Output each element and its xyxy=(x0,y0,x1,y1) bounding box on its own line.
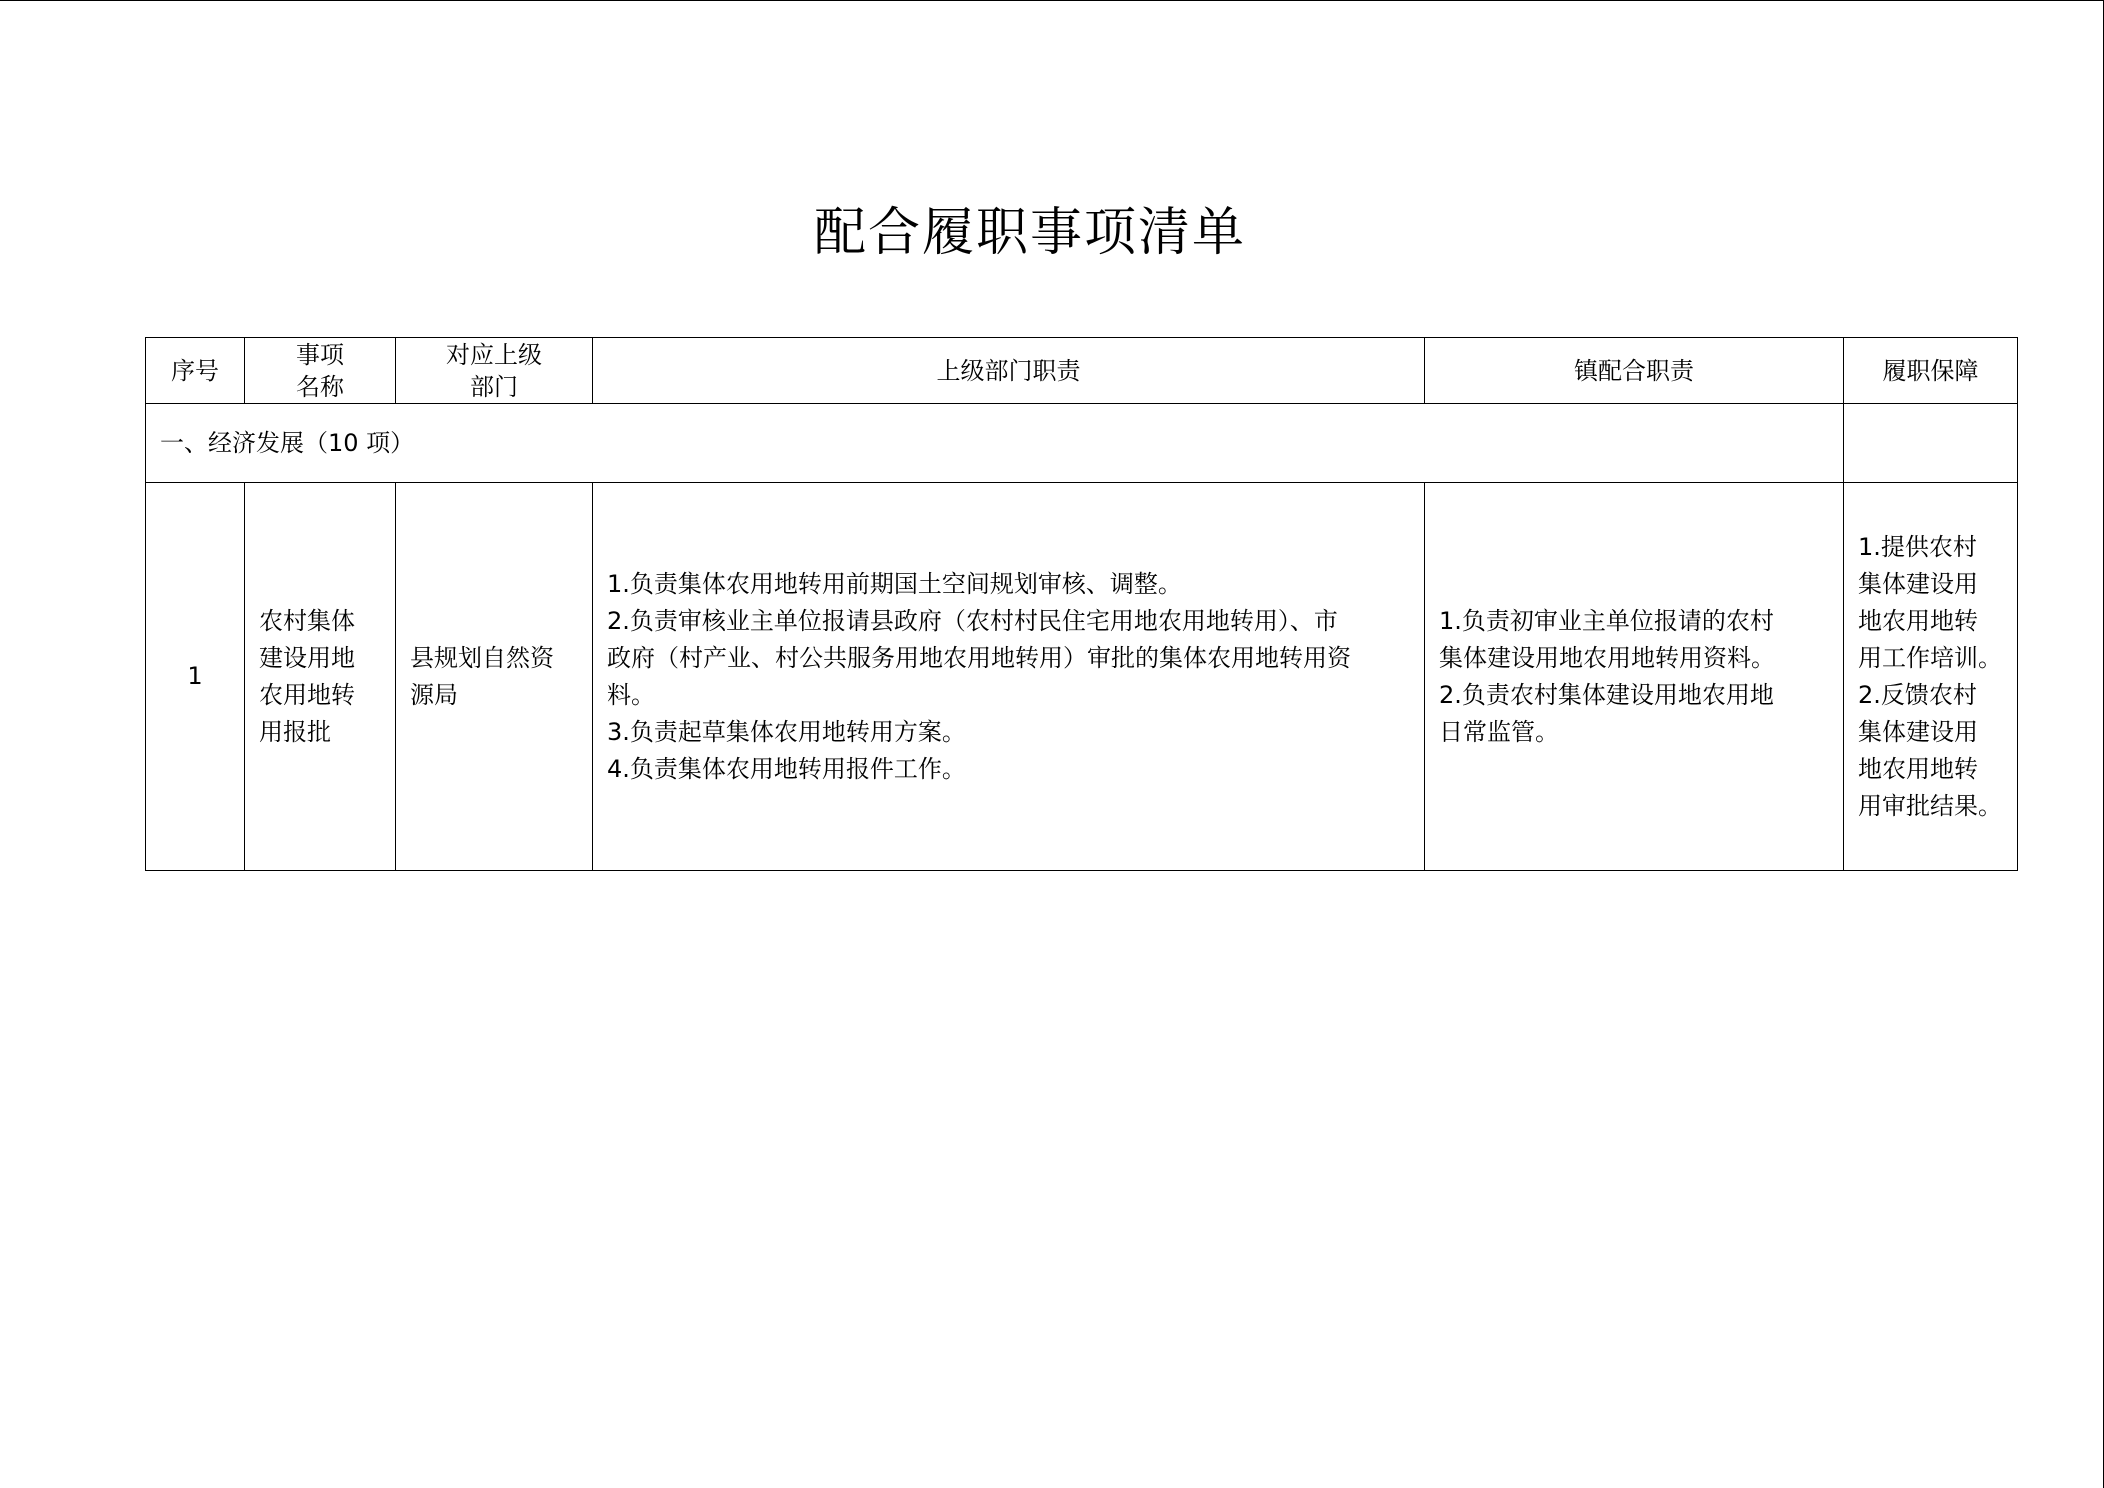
header-dept xyxy=(396,338,593,404)
row-guarantee-line: 集体建设用 xyxy=(1858,569,1978,598)
row-item-name-line: 用报批 xyxy=(259,717,331,746)
header-item-name-line1: 事项 xyxy=(296,340,344,369)
header-seq: 序号 xyxy=(146,338,245,404)
row-guarantee-line: 集体建设用 xyxy=(1858,717,1978,746)
row-upper-duty-line: 料。 xyxy=(607,680,655,709)
row-item-name-line: 建设用地 xyxy=(259,643,355,672)
row-dept-line: 源局 xyxy=(410,680,458,709)
row-item-name-line: 农用地转 xyxy=(259,680,355,709)
row-seq: 1 xyxy=(146,483,245,871)
row-town-duty-line: 1.负责初审业主单位报请的农村 xyxy=(1439,606,1774,635)
row-guarantee-line: 地农用地转 xyxy=(1858,754,1978,783)
duty-table xyxy=(145,337,2018,871)
row-guarantee-line: 用工作培训。 xyxy=(1858,643,2002,672)
header-upper-duty: 上级部门职责 xyxy=(593,338,1425,404)
section-label: 一、经济发展（10 项） xyxy=(146,404,1844,483)
row-upper-duty-line: 1.负责集体农用地转用前期国土空间规划审核、调整。 xyxy=(607,569,1182,598)
row-item-name xyxy=(245,483,396,871)
section-row xyxy=(146,404,2018,483)
header-town-duty: 镇配合职责 xyxy=(1425,338,1844,404)
row-guarantee-line: 2.反馈农村 xyxy=(1858,680,1977,709)
row-town-duty-line: 日常监管。 xyxy=(1439,717,1559,746)
row-guarantee-line: 地农用地转 xyxy=(1858,606,1978,635)
table-header-row xyxy=(146,338,2018,404)
header-item-name-line2: 名称 xyxy=(296,372,344,401)
row-guarantee xyxy=(1844,483,2018,871)
row-guarantee-line: 1.提供农村 xyxy=(1858,532,1977,561)
header-guarantee: 履职保障 xyxy=(1844,338,2018,404)
row-upper-duty-line: 3.负责起草集体农用地转用方案。 xyxy=(607,717,966,746)
row-item-name-line: 农村集体 xyxy=(259,606,355,635)
row-dept xyxy=(396,483,593,871)
row-town-duty-line: 2.负责农村集体建设用地农用地 xyxy=(1439,680,1774,709)
row-guarantee-line: 用审批结果。 xyxy=(1858,791,2002,820)
row-town-duty-line: 集体建设用地农用地转用资料。 xyxy=(1439,643,1775,672)
row-town-duty xyxy=(1425,483,1844,871)
page-border-top xyxy=(0,0,2104,1)
header-dept-line2: 部门 xyxy=(470,372,518,401)
page-title: 配合履职事项清单 xyxy=(813,203,1246,263)
row-upper-duty xyxy=(593,483,1425,871)
row-dept-line: 县规划自然资 xyxy=(410,643,554,672)
row-upper-duty-line: 政府（村产业、村公共服务用地农用地转用）审批的集体农用地转用资 xyxy=(607,643,1351,672)
header-item-name xyxy=(245,338,396,404)
table-row xyxy=(146,483,2018,871)
section-empty-cell xyxy=(1844,404,2018,483)
header-dept-line1: 对应上级 xyxy=(446,340,542,369)
row-upper-duty-line: 2.负责审核业主单位报请县政府（农村村民住宅用地农用地转用）、市 xyxy=(607,606,1338,635)
row-upper-duty-line: 4.负责集体农用地转用报件工作。 xyxy=(607,754,966,783)
